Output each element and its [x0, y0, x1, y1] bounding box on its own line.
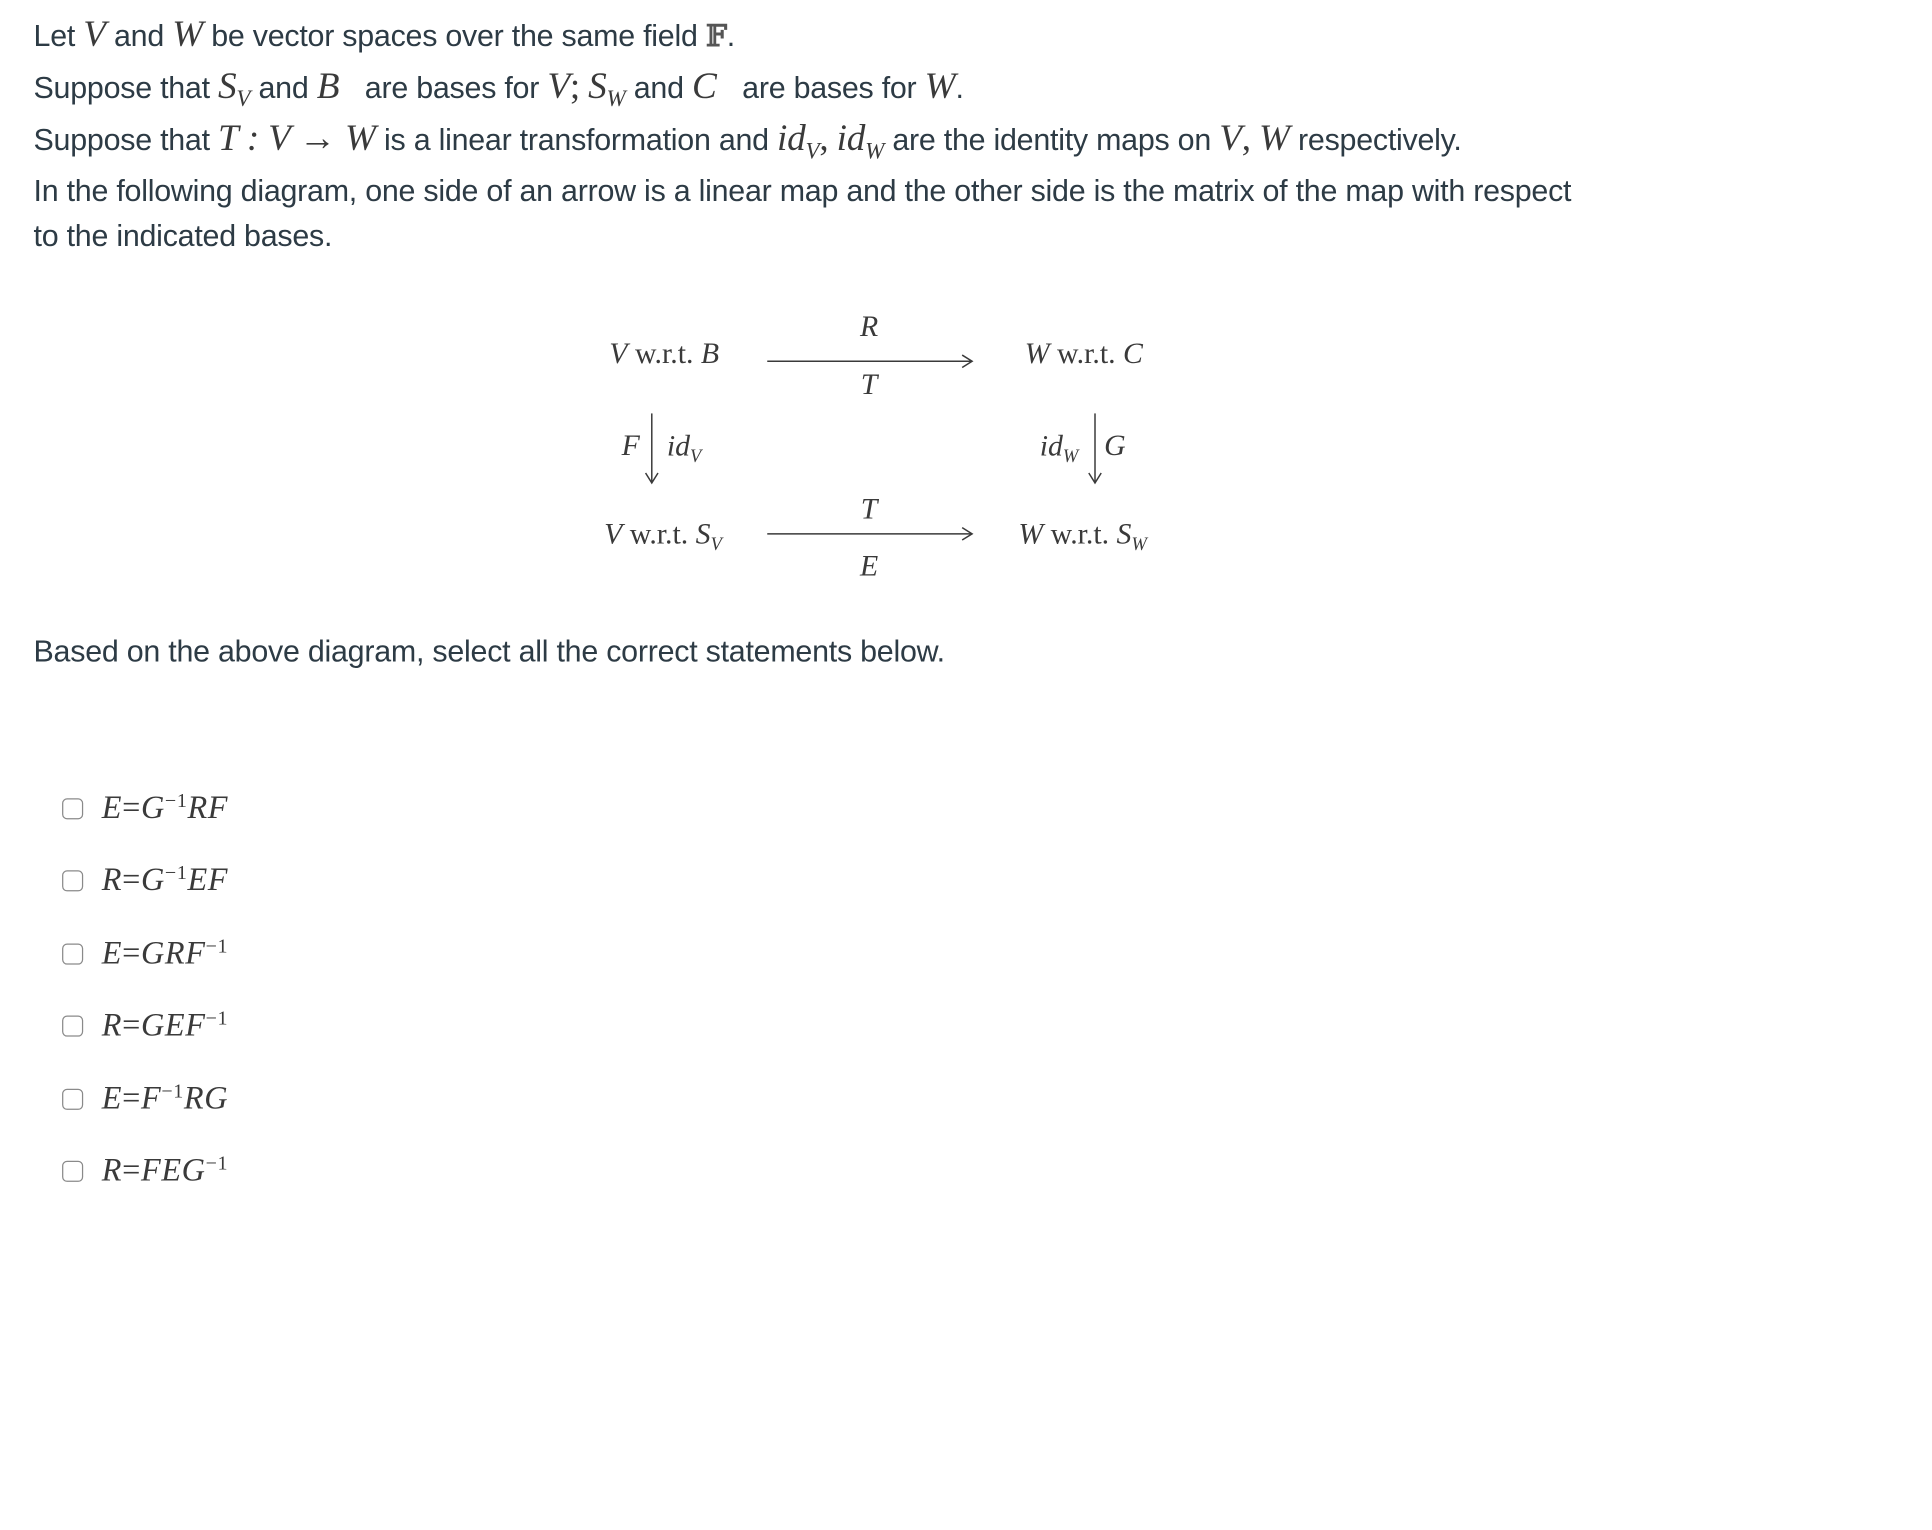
- superscript: −1: [205, 1008, 229, 1030]
- equals-sign: =: [122, 1152, 141, 1189]
- math-W: W: [172, 13, 204, 55]
- answer-option[interactable]: [62, 935, 228, 972]
- right-arrow-label-left: [1040, 431, 1079, 468]
- intro-line-2: [34, 65, 964, 123]
- option-term: FEG: [140, 1152, 206, 1189]
- answer-option[interactable]: [62, 1080, 228, 1117]
- equals-sign: =: [122, 861, 141, 898]
- answer-checkbox[interactable]: [62, 1160, 83, 1181]
- subscript-W: W: [1062, 447, 1079, 467]
- math-T: T: [860, 493, 878, 526]
- math-G: G: [1104, 430, 1126, 463]
- superscript: −1: [164, 791, 188, 813]
- option-term: GEF: [140, 1006, 206, 1043]
- math-R: R: [859, 310, 879, 344]
- text: are the identity maps on: [892, 124, 1212, 158]
- answer-option-text: [102, 790, 228, 827]
- answer-option[interactable]: [62, 1007, 228, 1044]
- option-term: EF: [187, 861, 229, 898]
- option-lhs: E: [101, 934, 123, 971]
- node-V-wrt-B: [609, 338, 719, 372]
- wrt-label: w.r.t.: [634, 338, 694, 371]
- bottom-arrow-label-below: [860, 551, 878, 585]
- text: be vector spaces over the same field: [211, 19, 698, 54]
- top-arrowhead: [962, 355, 972, 367]
- equals-sign: =: [122, 934, 141, 971]
- equals-sign: =: [122, 1080, 141, 1117]
- answer-checkbox[interactable]: [62, 870, 83, 891]
- math-id-V: [777, 117, 820, 165]
- answer-option[interactable]: [62, 790, 228, 827]
- math-W: W: [1259, 117, 1290, 159]
- subscript-W: W: [1131, 535, 1147, 556]
- top-arrow-label-above: [860, 311, 878, 345]
- text: are bases for: [364, 72, 540, 106]
- node-W-wrt-SW: [1018, 519, 1147, 556]
- right-arrow-label-right: [1104, 430, 1126, 464]
- comma: ,: [819, 117, 829, 159]
- text: and: [633, 72, 684, 106]
- wrt-label: w.r.t.: [1057, 338, 1116, 371]
- math-V: V: [83, 13, 106, 55]
- text: are bases for: [742, 72, 917, 106]
- math-V: V: [604, 518, 623, 552]
- math-S: S: [695, 518, 711, 552]
- superscript: −1: [205, 1153, 229, 1175]
- math-id: id: [836, 117, 866, 159]
- math-V: V: [609, 338, 628, 371]
- subscript-V: V: [690, 447, 702, 467]
- question-prompt: Based on the above diagram, select all the correct statements below.: [33, 635, 945, 670]
- subscript-V: V: [236, 86, 251, 113]
- superscript: −1: [205, 936, 229, 958]
- superscript: −1: [164, 863, 188, 885]
- option-term: G: [140, 789, 165, 826]
- left-arrow-label-right: [667, 431, 701, 468]
- option-term: G: [140, 861, 165, 898]
- period: .: [726, 19, 735, 54]
- math-V: V: [547, 65, 570, 107]
- math-T: T: [860, 369, 878, 402]
- math-S-V: [695, 518, 722, 556]
- answer-option-text: [102, 1007, 228, 1044]
- intro-line-3: [34, 117, 1462, 175]
- math-E: E: [859, 550, 879, 583]
- left-arrowhead: [646, 473, 658, 483]
- answer-option-text: [102, 1080, 228, 1117]
- option-term: GRF: [140, 934, 206, 971]
- intro-line-4: In the following diagram, one side of an arrow is a linear map and the other side is the matrix of the map with respect: [33, 175, 1572, 209]
- right-arrowhead: [1089, 473, 1101, 483]
- period: .: [955, 72, 964, 106]
- math-S: S: [218, 65, 237, 107]
- option-lhs: R: [101, 861, 123, 898]
- math-T-map: T : V → W: [218, 117, 376, 159]
- option-lhs: E: [101, 789, 123, 826]
- math-F: F: [621, 430, 640, 463]
- option-term: RF: [187, 789, 229, 826]
- option-term: RG: [183, 1080, 229, 1117]
- text: Suppose that: [33, 124, 210, 158]
- answer-option-text: [102, 1152, 228, 1189]
- answer-checkbox[interactable]: [62, 798, 83, 819]
- text: is a linear transformation and: [384, 124, 769, 158]
- intro-line-1: [34, 12, 735, 59]
- math-W: W: [924, 65, 956, 107]
- math-id: id: [1039, 430, 1063, 463]
- text: Let: [33, 19, 76, 54]
- math-W: W: [1024, 338, 1050, 371]
- equals-sign: =: [122, 789, 141, 826]
- wrt-label: w.r.t.: [629, 518, 689, 552]
- equals-sign: =: [122, 1006, 141, 1043]
- bottom-arrowhead: [962, 528, 972, 540]
- math-field-F: 𝔽: [705, 17, 727, 54]
- bottom-arrow-label-above: [861, 493, 878, 527]
- option-lhs: R: [101, 1006, 123, 1043]
- left-arrow-label-left: [622, 430, 640, 464]
- answer-option-text: [102, 935, 228, 972]
- math-S-V: [218, 65, 251, 113]
- answer-option[interactable]: [62, 862, 228, 899]
- node-W-wrt-C: [1025, 338, 1143, 372]
- math-C: C: [691, 65, 717, 107]
- math-S: S: [588, 65, 607, 107]
- wrt-label: w.r.t.: [1050, 518, 1110, 552]
- subscript-W: W: [606, 86, 626, 113]
- text: and: [258, 72, 309, 106]
- subscript-V: V: [710, 535, 722, 556]
- option-term: F: [140, 1080, 162, 1117]
- top-arrow-label-below: [861, 369, 878, 403]
- math-B: B: [316, 65, 340, 107]
- math-V: V: [1219, 117, 1242, 159]
- math-id: id: [666, 430, 691, 463]
- intro-line-5: to the indicated bases.: [33, 219, 333, 254]
- math-C: C: [1122, 338, 1143, 371]
- subscript-V: V: [805, 138, 820, 165]
- answer-option-text: [102, 862, 228, 899]
- subscript-W: W: [865, 138, 885, 165]
- answer-checkbox[interactable]: [62, 943, 83, 964]
- math-S-W: [588, 65, 626, 113]
- math-id: id: [777, 117, 806, 159]
- option-lhs: R: [101, 1152, 123, 1189]
- comma: ,: [1241, 117, 1251, 159]
- answer-checkbox[interactable]: [62, 1015, 83, 1036]
- math-W: W: [1018, 518, 1044, 552]
- text: respectively.: [1298, 124, 1462, 158]
- text: and: [114, 19, 165, 54]
- math-S: S: [1116, 518, 1132, 552]
- semicolon: ;: [569, 65, 580, 107]
- node-V-wrt-SV: [604, 519, 722, 556]
- math-B: B: [700, 338, 720, 371]
- math-id-W: [836, 117, 885, 165]
- text: Suppose that: [33, 72, 210, 106]
- answer-checkbox[interactable]: [62, 1088, 83, 1109]
- superscript: −1: [161, 1081, 184, 1103]
- option-lhs: E: [101, 1080, 123, 1117]
- answer-option[interactable]: [62, 1152, 228, 1189]
- math-S-W: [1116, 518, 1147, 556]
